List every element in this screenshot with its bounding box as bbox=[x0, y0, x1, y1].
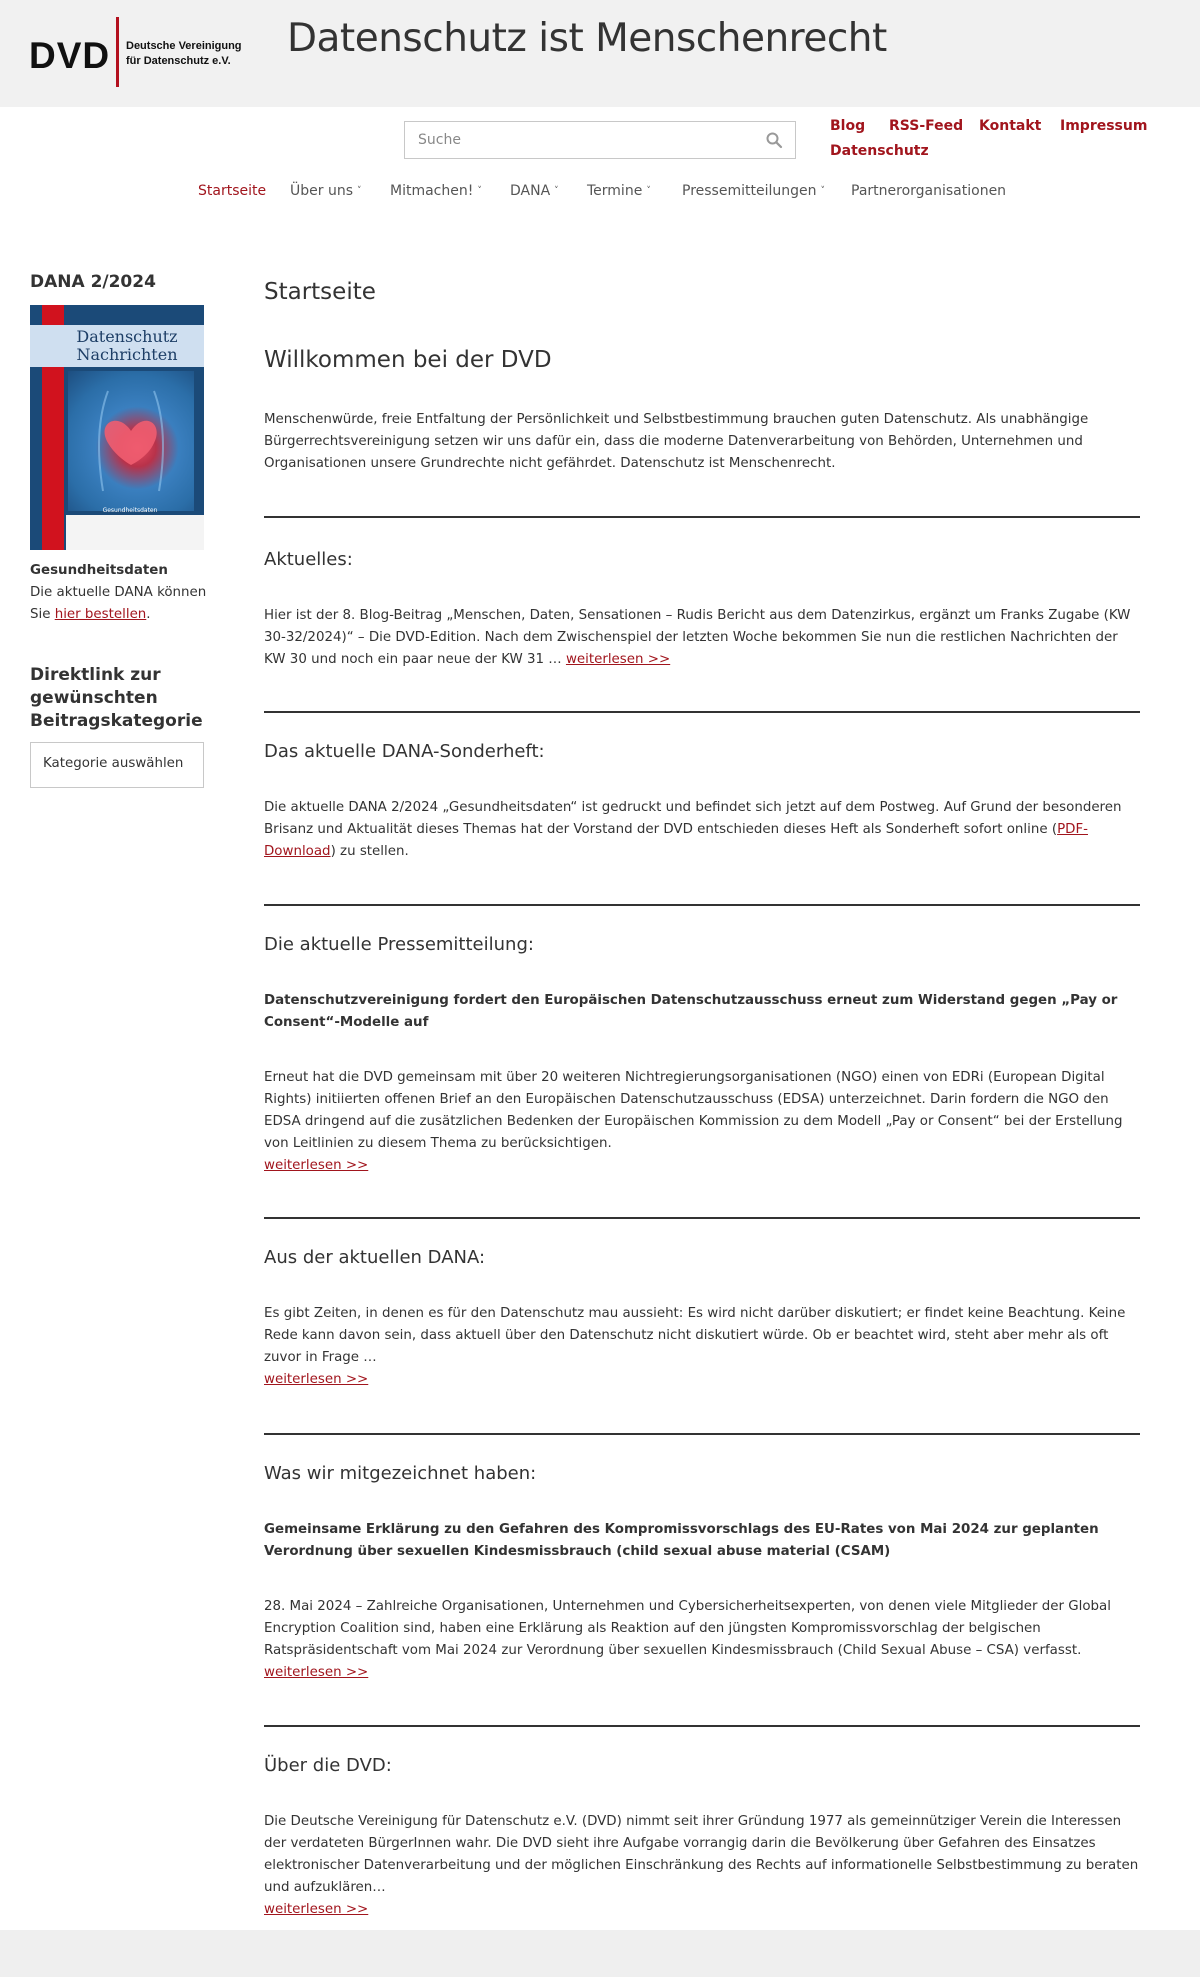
dana-caption-end: . bbox=[146, 607, 151, 622]
dana-cover-image[interactable] bbox=[30, 305, 204, 550]
logo-subtitle: Deutsche Vereinigung für Datenschutz e.V. bbox=[126, 40, 242, 67]
divider bbox=[264, 516, 1140, 518]
presse-read-more-link[interactable]: weiterlesen >> bbox=[264, 1158, 369, 1173]
dana-caption-title: Gesundheitsdaten bbox=[30, 563, 168, 578]
nav-item-termine[interactable] bbox=[587, 183, 651, 199]
presse-text bbox=[264, 1067, 1140, 1177]
divider bbox=[264, 1217, 1140, 1219]
blog-link[interactable]: Blog bbox=[830, 118, 866, 134]
mitgezeichnet-read-more-link[interactable]: weiterlesen >> bbox=[264, 1665, 369, 1680]
divider bbox=[264, 1725, 1140, 1727]
category-heading: Direktlink zur gewünschten Beitragskategorie bbox=[30, 665, 203, 731]
logo-divider bbox=[116, 17, 119, 87]
search-icon[interactable] bbox=[765, 131, 783, 149]
cover-label: Gesundheitsdaten bbox=[102, 507, 158, 514]
cover-title: Datenschutz Nachrichten bbox=[30, 325, 204, 367]
nav-label: Pressemitteilungen bbox=[682, 183, 817, 199]
site-title: Datenschutz ist Menschenrecht bbox=[287, 16, 887, 61]
presse-title: Die aktuelle Pressemitteilung: bbox=[264, 934, 534, 955]
nav-item-startseite[interactable] bbox=[198, 183, 266, 199]
ueber-body: Die Deutsche Vereinigung für Datenschutz e.V. (DVD) nimmt seit ihrer Gründung 1977 als gemeinnütziger Verein die Interessen der verdateten BürgerInnen wahr. Die DVD sieht ihre Aufgabe vorrangig darin die Bevölkerung über Gefahren des Einsatzes elektronischer Datenverarbeitung und der möglichen Einschränkung des Rechts auf informationelle Selbstbestimmung zu beraten und aufzuklären… bbox=[264, 1814, 1139, 1895]
chevron-down-icon: ˅ bbox=[820, 186, 825, 196]
aktuelles-read-more-link[interactable]: weiterlesen >> bbox=[565, 652, 671, 667]
nav-label: Partnerorganisationen bbox=[851, 183, 1007, 199]
nav-item-partnerorganisationen[interactable] bbox=[851, 183, 1006, 199]
dvd-logo[interactable] bbox=[29, 17, 259, 89]
mitgezeichnet-text bbox=[264, 1596, 1140, 1684]
rss-feed-link[interactable]: RSS-Feed bbox=[889, 118, 964, 134]
category-select[interactable]: Kategorie auswählen bbox=[30, 742, 204, 788]
dana-caption-text: Die aktuelle DANA können Sie bbox=[30, 585, 207, 622]
presse-headline: Datenschutzvereinigung fordert den Europäischen Datenschutzausschuss erneut zum Widerstand gegen „Pay or Consent“-Modelle auf bbox=[264, 993, 1118, 1030]
footer bbox=[0, 1930, 1200, 1977]
dana-heading: DANA 2/2024 bbox=[30, 272, 156, 292]
ueber-text bbox=[264, 1811, 1140, 1921]
dana-section-title: Aus der aktuellen DANA: bbox=[264, 1247, 486, 1268]
pdf-download-link[interactable]: PDF-Download bbox=[264, 822, 1088, 859]
aktuelles-text bbox=[264, 605, 1140, 671]
sonderheft-text bbox=[264, 797, 1140, 863]
nav-label: Startseite bbox=[198, 183, 267, 199]
sonderheft-body-a: Die aktuelle DANA 2/2024 „Gesundheitsdaten“ ist gedruckt und befindet sich jetzt auf dem Postweg. Auf Grund der besonderen Brisanz und Aktualität dieses Themas hat der Vorstand der DVD entschieden dieses Heft als Sonderheft sofort online ( bbox=[264, 800, 1122, 837]
divider bbox=[264, 1433, 1140, 1435]
nav-label: Über uns bbox=[290, 183, 353, 199]
search-input[interactable] bbox=[405, 122, 745, 158]
mitgezeichnet-headline: Gemeinsame Erklärung zu den Gefahren des Kompromissvorschlags des EU-Rates von Mai 2024 zur geplanten Verordnung über sexuellen Kindesmissbrauch (child sexual abuse material (CSAM) bbox=[264, 1522, 1099, 1559]
chevron-down-icon: ˅ bbox=[357, 186, 362, 196]
ueber-title: Über die DVD: bbox=[264, 1755, 392, 1776]
mitgezeichnet-title: Was wir mitgezeichnet haben: bbox=[264, 1463, 537, 1484]
ueber-read-more-link[interactable]: weiterlesen >> bbox=[264, 1902, 369, 1917]
nav-label: Termine bbox=[587, 183, 643, 199]
divider bbox=[264, 711, 1140, 713]
nav-item-pressemitteilungen[interactable] bbox=[682, 183, 825, 199]
dana-read-more-link[interactable]: weiterlesen >> bbox=[264, 1372, 369, 1387]
sonderheft-body-b: ) zu stellen. bbox=[330, 844, 409, 859]
nav-label: DANA bbox=[510, 183, 551, 199]
main-navigation bbox=[0, 183, 1200, 207]
chevron-down-icon: ˅ bbox=[477, 186, 482, 196]
divider bbox=[264, 904, 1140, 906]
presse-body: Erneut hat die DVD gemeinsam mit über 20 weiteren Nichtregierungsorganisationen (NGO) einen von EDRi (European Digital Rights) initiierten offenen Brief an den Europäischen Datenschutzausschuss (EDSA) unterzeichnet. Darin fordern die NGO den EDSA dringend auf die zusätzlichen Bedenken der Europäischen Kommission zu dem Modell „Pay or Consent“ bei der Erstellung von Leitlinien zu diesem Thema zu berücksichtigen. bbox=[264, 1070, 1123, 1151]
impressum-link[interactable]: Impressum bbox=[1060, 118, 1148, 134]
sonderheft-title: Das aktuelle DANA-Sonderheft: bbox=[264, 741, 545, 762]
dana-section-text bbox=[264, 1303, 1140, 1391]
search-box bbox=[404, 121, 796, 159]
nav-item-mitmachen[interactable] bbox=[390, 183, 482, 199]
nav-item-dana[interactable] bbox=[510, 183, 559, 199]
dana-caption bbox=[30, 560, 210, 626]
aktuelles-title: Aktuelles: bbox=[264, 549, 353, 570]
mitgezeichnet-body: 28. Mai 2024 – Zahlreiche Organisationen, Unternehmen und Cybersicherheitsexperten, von denen viele Mitglieder der Global Encryption Coalition sind, haben eine Erklärung als Reaktion auf den jüngsten Kompromissvorschlag der belgischen Ratspräsidentschaft vom Mai 2024 zur Verordnung über sexuellen Kindesmissbrauch (Child Sexual Abuse – CSA) verfasst. bbox=[264, 1599, 1111, 1658]
cover-bottom bbox=[66, 515, 204, 550]
welcome-title: Willkommen bei der DVD bbox=[264, 347, 552, 373]
datenschutz-link[interactable]: Datenschutz bbox=[830, 143, 929, 159]
nav-label: Mitmachen! bbox=[390, 183, 474, 199]
aktuelles-body: Hier ist der 8. Blog-Beitrag „Menschen, Daten, Sensationen – Rudis Bericht aus dem Datenzirkus, ergänzt um Franks Zugabe (KW 30-32/2024)“ – Die DVD-Edition. Nach dem Zwischenspiel der letzten Woche bekommen Sie nun die restlichen Nachrichten der KW 30 und noch ein paar neue der KW 31 … bbox=[264, 608, 1131, 667]
logo-wordmark: DVD bbox=[29, 35, 111, 76]
order-dana-link[interactable]: hier bestellen bbox=[54, 607, 147, 622]
site-header bbox=[0, 0, 1200, 107]
heart-illustration bbox=[68, 371, 194, 511]
kontakt-link[interactable]: Kontakt bbox=[979, 118, 1042, 134]
page-title: Startseite bbox=[264, 279, 376, 305]
cover-illustration bbox=[68, 371, 194, 511]
nav-item-ueber-uns[interactable] bbox=[290, 183, 362, 199]
chevron-down-icon: ˅ bbox=[646, 186, 651, 196]
dana-section-body: Es gibt Zeiten, in denen es für den Datenschutz mau aussieht: Es wird nicht darüber diskutiert; er findet keine Beachtung. Keine Rede kann davon sein, dass aktuell über den Datenschutz nicht diskutiert würde. Ob er beachtet wird, steht aber mehr als oft zuvor in Frage … bbox=[264, 1306, 1126, 1365]
chevron-down-icon: ˅ bbox=[554, 186, 559, 196]
welcome-text: Menschenwürde, freie Entfaltung der Persönlichkeit und Selbstbestimmung brauchen guten Datenschutz. Als unabhängige Bürgerrechtsvereinigung setzen wir uns dafür ein, dass die moderne Datenverarbeitung von Behörden, Unternehmen und Organisationen unsere Grundrechte nicht gefährdet. Datenschutz ist Menschenrecht. bbox=[264, 412, 1089, 471]
